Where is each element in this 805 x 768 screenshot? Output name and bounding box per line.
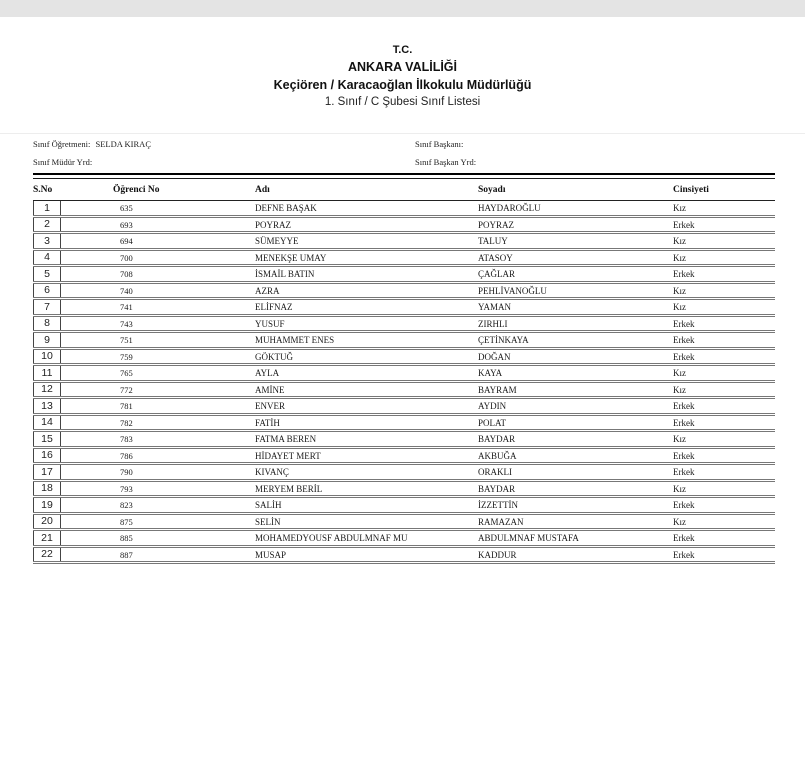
table-row [33, 317, 775, 334]
student-first-name: DEFNE BAŞAK [255, 203, 317, 213]
student-number: 700 [120, 252, 133, 263]
student-number: 765 [120, 368, 133, 378]
student-last-name: ÇETİNKAYA [478, 335, 529, 345]
student-last-name: POLAT [478, 417, 507, 428]
column-header-adi: Adı [255, 185, 270, 195]
student-gender: Kız [673, 252, 686, 263]
student-row-number: 18 [33, 482, 61, 496]
document-page [0, 17, 805, 768]
student-last-name: ORAKLI [478, 467, 512, 477]
table-row [33, 201, 775, 218]
class-teacher-field [33, 139, 151, 149]
student-first-name: MENEKŞE UMAY [255, 252, 327, 263]
student-gender: Kız [673, 285, 686, 296]
student-number: 782 [120, 417, 133, 428]
student-number: 823 [120, 500, 133, 510]
column-header-soyadi: Soyadı [478, 185, 506, 195]
student-number: 693 [120, 219, 133, 230]
student-first-name: İSMAİL BATIN [255, 269, 315, 279]
student-last-name: İZZETTİN [478, 500, 518, 510]
table-row [33, 465, 775, 482]
student-row-number: 6 [33, 284, 61, 298]
student-first-name: ELİFNAZ [255, 302, 293, 312]
student-row-number: 14 [33, 416, 61, 430]
student-row-number: 19 [33, 498, 61, 512]
table-row [33, 498, 775, 515]
student-first-name: FATİH [255, 417, 280, 428]
student-gender: Erkek [673, 318, 695, 329]
student-first-name: SALİH [255, 500, 282, 510]
student-last-name: DOĞAN [478, 351, 511, 362]
student-number: 793 [120, 483, 133, 494]
student-number: 781 [120, 401, 133, 411]
student-gender: Erkek [673, 549, 695, 560]
column-header-cinsiyeti: Cinsiyeti [673, 185, 709, 195]
document-header [0, 43, 805, 111]
student-gender: Kız [673, 302, 686, 312]
student-last-name: KAYA [478, 368, 503, 378]
student-gender: Erkek [673, 401, 695, 411]
student-number: 694 [120, 236, 133, 246]
class-vice-president-field [415, 157, 479, 167]
student-first-name: MUHAMMET ENES [255, 335, 335, 345]
student-row-number: 11 [33, 366, 61, 380]
student-first-name: FATMA BEREN [255, 434, 317, 444]
student-first-name: POYRAZ [255, 219, 292, 230]
student-last-name: KADDUR [478, 549, 517, 560]
table-row [33, 300, 775, 317]
table-row [33, 383, 775, 400]
table-row [33, 548, 775, 565]
student-gender: Kız [673, 483, 686, 494]
student-last-name: ABDULMNAF MUSTAFA [478, 533, 579, 543]
student-last-name: ATASOY [478, 252, 513, 263]
student-number: 635 [120, 203, 133, 213]
table-row [33, 449, 775, 466]
student-gender: Erkek [673, 467, 695, 477]
student-first-name: KIVANÇ [255, 467, 289, 477]
student-row-number: 10 [33, 350, 61, 364]
vice-principal-field [33, 157, 95, 167]
student-gender: Kız [673, 236, 686, 246]
student-first-name: ENVER [255, 401, 285, 411]
student-last-name: BAYRAM [478, 384, 517, 395]
student-last-name: BAYDAR [478, 483, 516, 494]
vice-principal-value [92, 157, 95, 167]
student-last-name: AKBUĞA [478, 450, 517, 461]
student-number: 786 [120, 450, 133, 461]
class-teacher-label: Sınıf Öğretmeni: [33, 139, 91, 149]
column-header-sno: S.No [33, 185, 53, 195]
student-row-number: 9 [33, 333, 61, 347]
student-last-name: YAMAN [478, 302, 512, 312]
student-number: 885 [120, 533, 133, 543]
student-gender: Erkek [673, 269, 695, 279]
student-first-name: GÖKTUĞ [255, 351, 293, 362]
student-gender: Erkek [673, 417, 695, 428]
student-list-table [33, 173, 775, 564]
student-number: 783 [120, 434, 133, 444]
student-row-number: 16 [33, 449, 61, 463]
student-gender: Kız [673, 203, 686, 213]
table-top-rule [33, 173, 775, 179]
student-first-name: SELİN [255, 516, 281, 527]
table-row [33, 234, 775, 251]
class-president-value [463, 139, 466, 149]
table-row [33, 482, 775, 499]
student-last-name: PEHLİVANOĞLU [478, 285, 547, 296]
table-row [33, 333, 775, 350]
student-gender: Erkek [673, 351, 695, 362]
student-gender: Kız [673, 384, 686, 395]
student-number: 772 [120, 384, 133, 395]
student-number: 887 [120, 549, 133, 560]
class-vice-president-label: Sınıf Başkan Yrd: [415, 157, 477, 167]
column-header-ogrenci-no: Öğrenci No [113, 185, 160, 195]
student-gender: Erkek [673, 219, 695, 230]
student-row-number: 4 [33, 251, 61, 265]
class-president-label: Sınıf Başkanı: [415, 139, 464, 149]
table-row [33, 416, 775, 433]
student-row-number: 15 [33, 432, 61, 446]
student-number: 759 [120, 351, 133, 362]
student-last-name: TALUY [478, 236, 508, 246]
student-last-name: AYDIN [478, 401, 507, 411]
table-row [33, 350, 775, 367]
table-header-row [33, 182, 775, 201]
class-president-field [415, 139, 466, 149]
student-number: 708 [120, 269, 133, 279]
student-gender: Erkek [673, 533, 695, 543]
student-last-name: ZIRHLI [478, 318, 508, 329]
student-first-name: AMİNE [255, 384, 285, 395]
student-gender: Kız [673, 516, 686, 527]
student-row-number: 7 [33, 300, 61, 314]
table-row [33, 284, 775, 301]
table-row [33, 399, 775, 416]
student-gender: Erkek [673, 500, 695, 510]
class-vice-president-value [476, 157, 479, 167]
student-last-name: ÇAĞLAR [478, 269, 516, 279]
table-row [33, 531, 775, 548]
student-row-number: 21 [33, 531, 61, 545]
student-first-name: YUSUF [255, 318, 285, 329]
table-body [33, 201, 775, 564]
header-republic-line: T.C. [392, 44, 413, 56]
table-row [33, 267, 775, 284]
header-school-line: Keçiören / Karacaoğlan İlkokulu Müdürlüğü [273, 78, 532, 92]
student-gender: Kız [673, 434, 686, 444]
class-teacher-value: SELDA KIRAÇ [95, 139, 151, 149]
student-row-number: 2 [33, 218, 61, 232]
student-row-number: 22 [33, 548, 61, 562]
window-top-bar [0, 0, 805, 17]
vice-principal-label: Sınıf Müdür Yrd: [33, 157, 93, 167]
student-number: 740 [120, 285, 133, 296]
table-row [33, 251, 775, 268]
student-row-number: 12 [33, 383, 61, 397]
student-last-name: HAYDAROĞLU [478, 203, 541, 213]
student-first-name: HİDAYET MERT [255, 450, 321, 461]
student-row-number: 13 [33, 399, 61, 413]
student-number: 751 [120, 335, 133, 345]
student-number: 741 [120, 302, 133, 312]
student-row-number: 1 [33, 201, 61, 215]
student-last-name: BAYDAR [478, 434, 516, 444]
student-first-name: AZRA [255, 285, 280, 296]
student-row-number: 5 [33, 267, 61, 281]
table-row [33, 515, 775, 532]
header-divider [0, 133, 805, 134]
student-row-number: 17 [33, 465, 61, 479]
student-first-name: AYLA [255, 368, 280, 378]
student-number: 875 [120, 516, 133, 527]
student-row-number: 8 [33, 317, 61, 331]
student-first-name: MERYEM BERİL [255, 483, 323, 494]
student-first-name: MUSAP [255, 549, 287, 560]
student-row-number: 3 [33, 234, 61, 248]
table-row [33, 218, 775, 235]
table-row [33, 432, 775, 449]
header-class-list-line: 1. Sınıf / C Şubesi Sınıf Listesi [324, 96, 481, 108]
student-row-number: 20 [33, 515, 61, 529]
student-first-name: SÜMEYYE [255, 236, 299, 246]
student-gender: Erkek [673, 450, 695, 461]
student-number: 743 [120, 318, 133, 329]
student-first-name: MOHAMEDYOUSF ABDULMNAF MU [255, 533, 408, 543]
header-governorship-line: ANKARA VALİLİĞİ [347, 60, 458, 74]
student-gender: Kız [673, 368, 686, 378]
table-row [33, 366, 775, 383]
student-last-name: POYRAZ [478, 219, 515, 230]
student-gender: Erkek [673, 335, 695, 345]
student-number: 790 [120, 467, 133, 477]
student-last-name: RAMAZAN [478, 516, 524, 527]
